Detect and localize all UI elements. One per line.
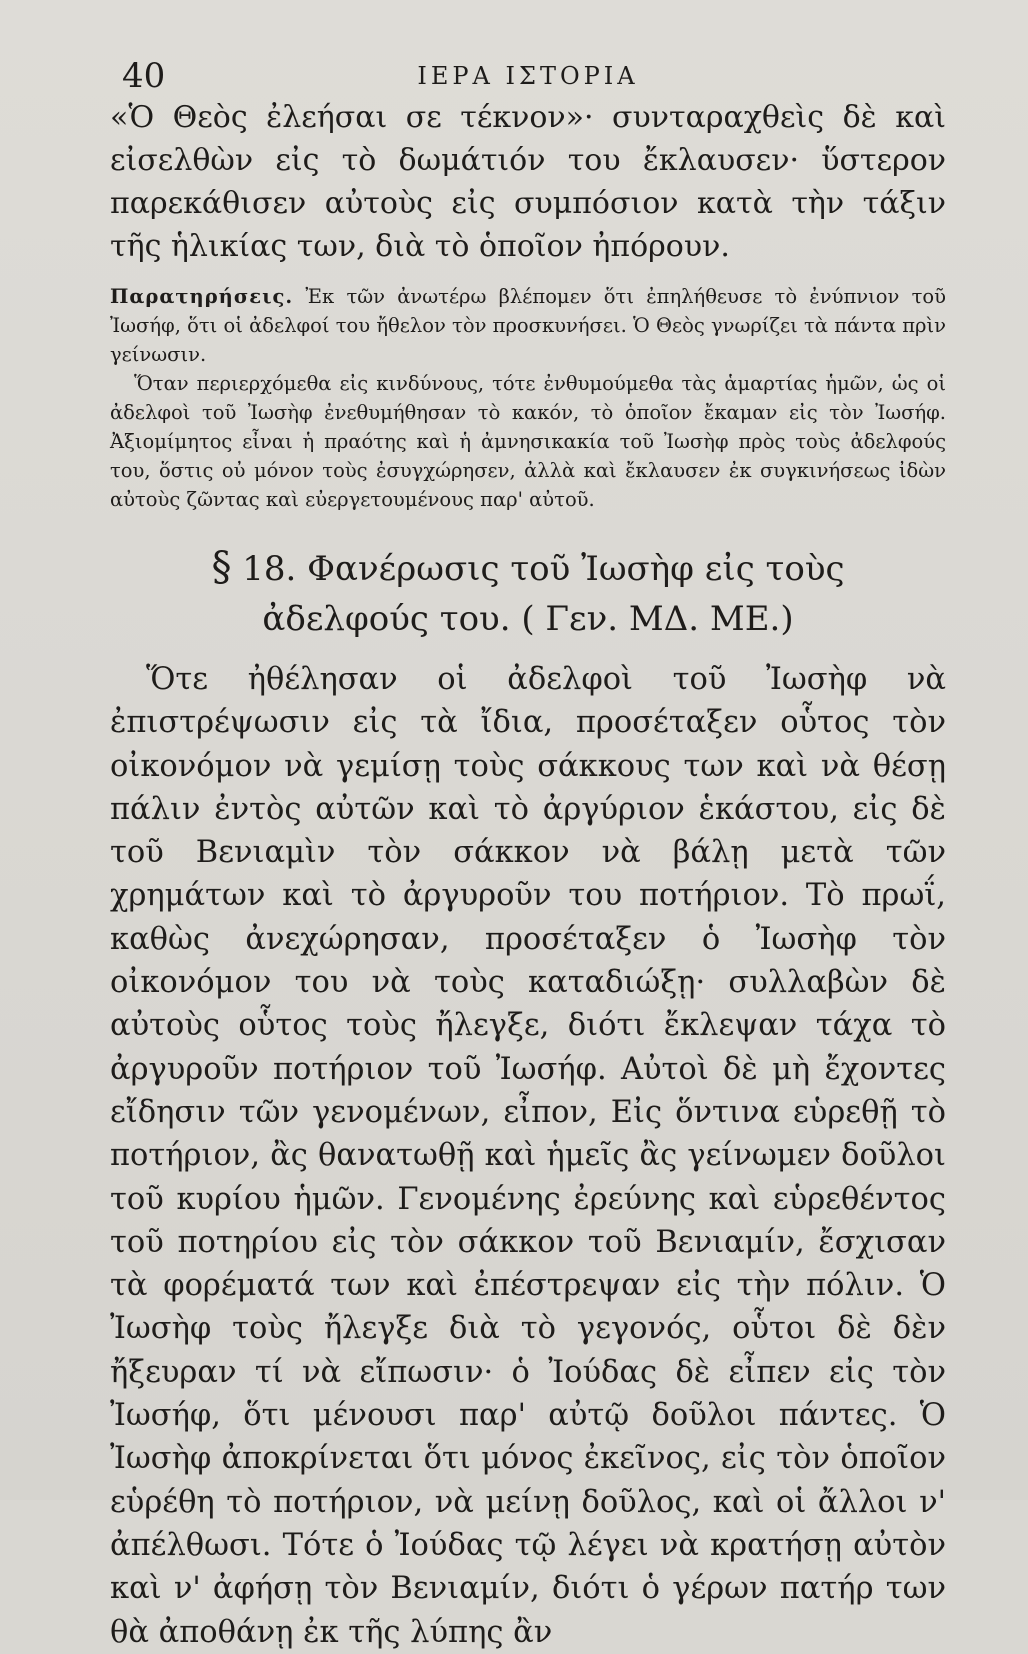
- running-title: ΙΕΡΑ ΙΣΤΟΡΙΑ: [417, 62, 639, 90]
- notes-label: Παρατηρήσεις.: [110, 285, 294, 308]
- intro-paragraph: «Ὁ Θεὸς ἐλεήσαι σε τέκνον»· συνταραχθεὶς δὲ καὶ εἰσελθὼν εἰς τὸ δωμάτιόν του ἔκλαυσεν· ὕστερον παρεκάθισεν αὐτοὺς εἰς συμπόσιον κατὰ τὴν τάξιν τῆς ἡλικίας των, διὰ τὸ ὁποῖον ἠπόρουν.: [110, 100, 946, 264]
- section-heading: [110, 542, 946, 644]
- body-paragraph: Ὅτε ἠθέλησαν οἱ ἀδελφοὶ τοῦ Ἰωσὴφ νὰ ἐπιστρέψωσιν εἰς τὰ ἴδια, προσέταξεν οὗτος τὸν οἰκονόμον νὰ γεμίσῃ τοὺς σάκκους των καὶ νὰ θέσῃ πάλιν ἐντὸς αὐτῶν καὶ τὸ ἀργύριον ἑκάστου, εἰς δὲ τοῦ Βενιαμὶν τὸν σάκκον νὰ βάλῃ μετὰ τῶν χρημάτων καὶ τὸ ἀργυροῦν του ποτήριον. Τὸ πρωΐ, καθὼς ἀνεχώρησαν, προσέταξεν ὁ Ἰωσὴφ τὸν οἰκονόμον του νὰ τοὺς καταδιώξῃ· συλλαβὼν δὲ αὐτοὺς οὗτος τοὺς ἤλεγξε, διότι ἔκλεψαν τάχα τὸ ἀργυροῦν ποτήριον τοῦ Ἰωσήφ. Αὐτοὶ δὲ μὴ ἔχοντες εἴδησιν τῶν γενομένων, εἶπον, Εἰς ὅντινα εὑρεθῇ τὸ ποτήριον, ἂς θανατωθῇ καὶ ἡμεῖς ἂς γείνωμεν δοῦλοι τοῦ κυρίου ἡμῶν. Γενομένης ἐρεύνης καὶ εὑρεθέντος τοῦ ποτηρίου εἰς τὸν σάκκον τοῦ Βενιαμίν, ἔσχισαν τὰ φορέματά των καὶ ἐπέστρεψαν εἰς τὴν πόλιν. Ὁ Ἰωσὴφ τοὺς ἤλεγξε διὰ τὸ γεγονός, οὗτοι δὲ δὲν ἤξευραν τί νὰ εἴπωσιν· ὁ Ἰούδας δὲ εἶπεν εἰς τὸν Ἰωσήφ, ὅτι μένουσι παρ' αὐτῷ δοῦλοι πάντες. Ὁ Ἰωσὴφ ἀποκρίνεται ὅτι μόνος ἐκεῖνος, εἰς τὸν ὁποῖον εὑρέθη τὸ ποτήριον, νὰ μείνῃ δοῦλος, καὶ οἱ ἄλλοι ν' ἀπέλθωσι. Τότε ὁ Ἰούδας τῷ λέγει νὰ κρατήσῃ αὐτὸν καὶ ν' ἀφήσῃ τὸν Βενιαμίν, διότι ὁ γέρων πατήρ των θὰ ἀποθάνῃ ἐκ τῆς λύπης ἂν: [110, 662, 946, 1650]
- section-title-line-2: ἀδελφούς του.: [262, 599, 511, 639]
- section-number: 18.: [242, 549, 297, 589]
- section-sign: §: [211, 544, 232, 590]
- section-heading-line-1: [110, 542, 946, 594]
- section-title-line-1: Φανέρωσις τοῦ Ἰωσὴφ εἰς τοὺς: [307, 549, 845, 589]
- notes-block: [110, 282, 946, 514]
- page-header: [110, 40, 946, 96]
- notes-text-1: Ἐκ τῶν ἀνωτέρω βλέπομεν ὅτι ἐπηλήθευσε τὸ ἐνύπνιον τοῦ Ἰωσήφ, ὅτι οἱ ἀδελφοί του ἤθελον τὸν προσκυνήσει. Ὁ Θεὸς γνωρίζει τὰ πάντα πρὶν γείνωσιν.: [110, 285, 946, 366]
- section-reference: ( Γεν. ΜΔ. ΜΕ.): [521, 599, 794, 639]
- page-number: 40: [122, 56, 166, 96]
- section-heading-line-2: [110, 594, 946, 644]
- notes-paragraph-1: [110, 282, 946, 369]
- notes-paragraph-2: Ὅταν περιερχόμεθα εἰς κινδύνους, τότε ἐνθυμούμεθα τὰς ἁμαρτίας ἡμῶν, ὡς οἱ ἀδελφοὶ τοῦ Ἰωσὴφ ἐνεθυμήθησαν τὸ κακόν, τὸ ὁποῖον ἔκαμαν εἰς τὸν Ἰωσήφ. Ἀξιομίμητος εἶναι ἡ πραότης καὶ ἡ ἀμνησικακία τοῦ Ἰωσὴφ πρὸς τοὺς ἀδελφούς του, ὅστις οὐ μόνον τοὺς ἐσυγχώρησεν, ἀλλὰ καὶ ἔκλαυσεν ἐκ συγκινήσεως ἰδὼν αὐτοὺς ζῶντας καὶ εὐεργετουμένους παρ' αὐτοῦ.: [110, 372, 946, 511]
